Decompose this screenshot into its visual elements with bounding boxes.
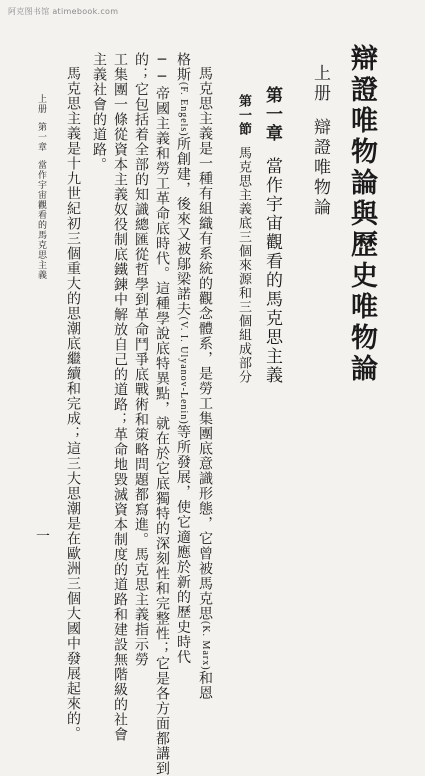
body-column: 馬克思主義是一種有組織有系統的觀念體系，是勞工集團底意識形態，它曾被馬克思(K. Marx)和恩 (197, 66, 213, 701)
body-column: 格斯(F. Engels)所創建，後來又被鄔梁諾夫(V. I. Ulyanov-Lenin)等所發展，使它適應於新的歷史時代 (175, 52, 191, 665)
latin-name: (F. Engels) (178, 82, 189, 137)
body-column: 主義社會的道路。 (91, 52, 107, 172)
section-title: 馬克思主義底三個來源和三個組成部分 (236, 146, 251, 384)
section-heading (237, 94, 250, 384)
volume-title: 辯證唯物論 (310, 118, 330, 218)
watermark: 阿克图书馆 atimebook.com (8, 7, 119, 16)
latin-name: (K. Marx) (200, 621, 211, 671)
page-number: 一 (36, 529, 50, 545)
section-number: 第一節 (236, 94, 251, 136)
body-column: 工集團一條從資本主義奴役制底鐵鍊中解放自己的道路；革命地毀滅資本制度的道路和建設無階級的社會 (112, 52, 128, 742)
body-column: 馬克思主義是十九世紀初三個重大的思潮底繼續和完成；這三大思潮是在歐洲三個大國中發展起來的。 (65, 66, 81, 741)
chapter-heading (263, 86, 280, 385)
volume-label: 上册 (310, 64, 330, 104)
latin-name: (V. I. Ulyanov-Lenin) (178, 316, 189, 425)
chapter-title: 當作宇宙觀看的馬克思主義 (262, 157, 282, 385)
book-title: 辯證唯物論與歷史唯物論 (346, 44, 377, 385)
body-column: ──帝國主義和勞工革命底時代。這種學說底特異點，就在於它底獨特的深刻性和完整性；它是各方面都講到 (154, 52, 170, 776)
body-column: 的；它包括着全部的知識總匯從哲學到革命鬥爭底戰術和策略問題都寫進。馬克思主義指示勞 (133, 52, 149, 667)
running-head: 上册第一章當作宇宙觀看的馬克思主義 (36, 94, 46, 280)
volume-heading (311, 64, 328, 218)
chapter-number: 第一章 (262, 86, 282, 143)
